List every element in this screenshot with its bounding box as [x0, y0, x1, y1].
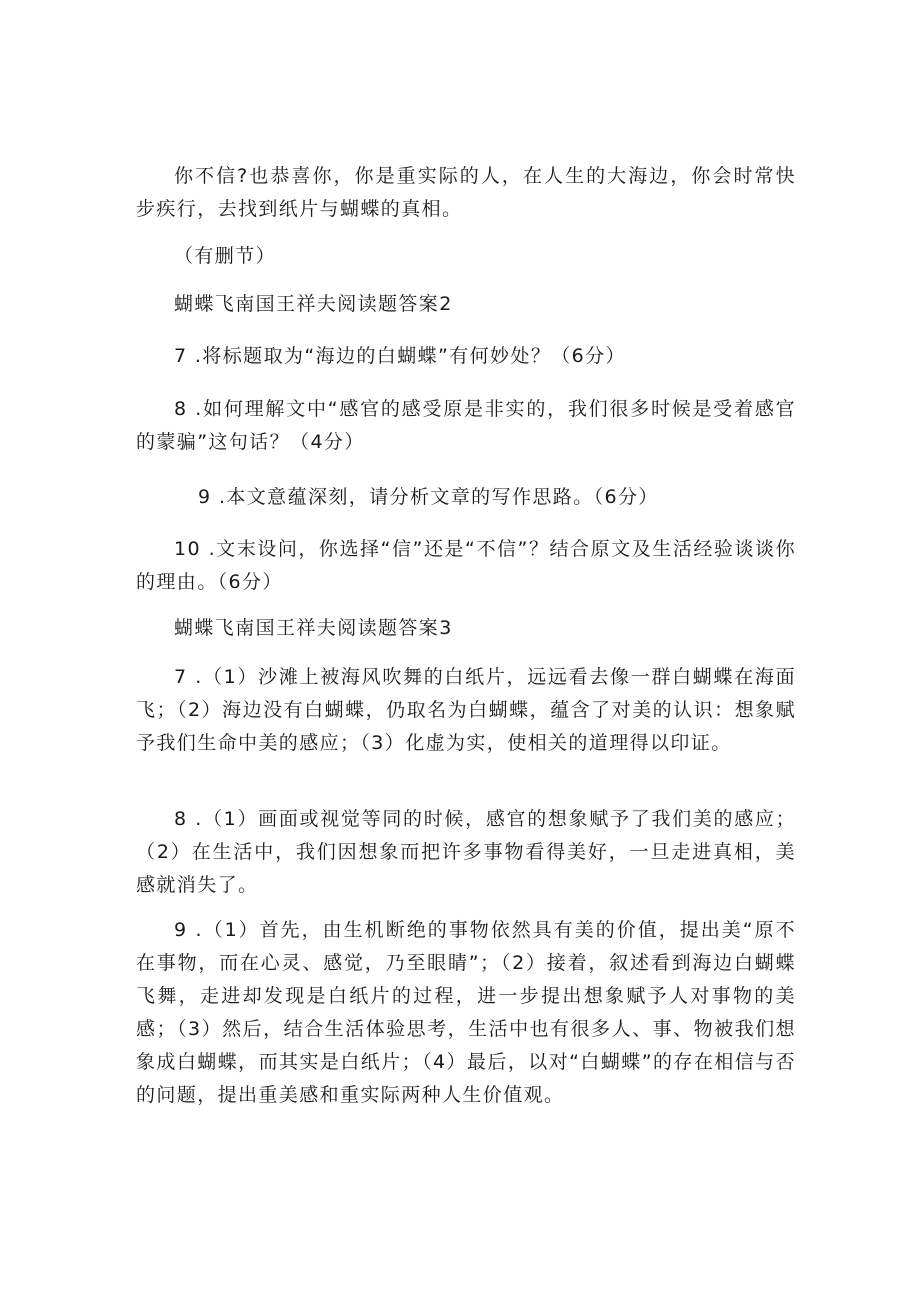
question-8: 8 .如何理解文中“感官的感受原是非实的，我们很多时候是受着感官的蒙骗”这句话？（4分） — [136, 398, 796, 453]
answer-9: 9 .（1）首先，由生机断绝的事物依然具有美的价值，提出美“原不在事物，而在心灵、感觉，乃至眼睛”；（2）接着，叙述看到海边白蝴蝶飞舞，走进却发现是白纸片的过程，进一步提出想象赋予人对事物的美感；（3）然后，结合生活体验思考，生活中也有很多人、事、物被我们想象成白蝴蝶，而其实是白纸片；（4）最后，以对“白蝴蝶”的存在相信与否的问题，提出重美感和重实际两种人生价值观。 — [136, 919, 796, 1106]
answer-8: 8 .（1）画面或视觉等同的时候，感官的想象赋予了我们美的感应；（2）在生活中，我们因想象而把许多事物看得美好，一旦走进真相，美感就消失了。 — [136, 808, 796, 896]
section-heading-answers-3: 蝴蝶飞南国王祥夫阅读题答案3 — [174, 617, 453, 639]
question-7: 7 .将标题取为“海边的白蝴蝶”有何妙处？（6分） — [174, 345, 626, 367]
section-heading-answers-2: 蝴蝶飞南国王祥夫阅读题答案2 — [174, 293, 453, 315]
question-10: 10 .文末设问，你选择“信”还是“不信”？结合原文及生活经验谈谈你的理由。（6分） — [136, 538, 796, 593]
answer-7: 7 .（1）沙滩上被海风吹舞的白纸片，远远看去像一群白蝴蝶在海面飞；（2）海边没有白蝴蝶，仍取名为白蝴蝶，蕴含了对美的认识：想象赋予我们生命中美的感应；（3）化虚为实，使相关的道理得以印证。 — [136, 666, 796, 754]
question-9: 9 .本文意蕴深刻，请分析文章的写作思路。（6分） — [198, 486, 659, 508]
paragraph-closing-text: 你不信?也恭喜你，你是重实际的人，在人生的大海边，你会时常快步疾行，去找到纸片与蝴蝶的真相。 — [136, 165, 796, 220]
paragraph-abridged-note: （有删节） — [174, 245, 277, 267]
